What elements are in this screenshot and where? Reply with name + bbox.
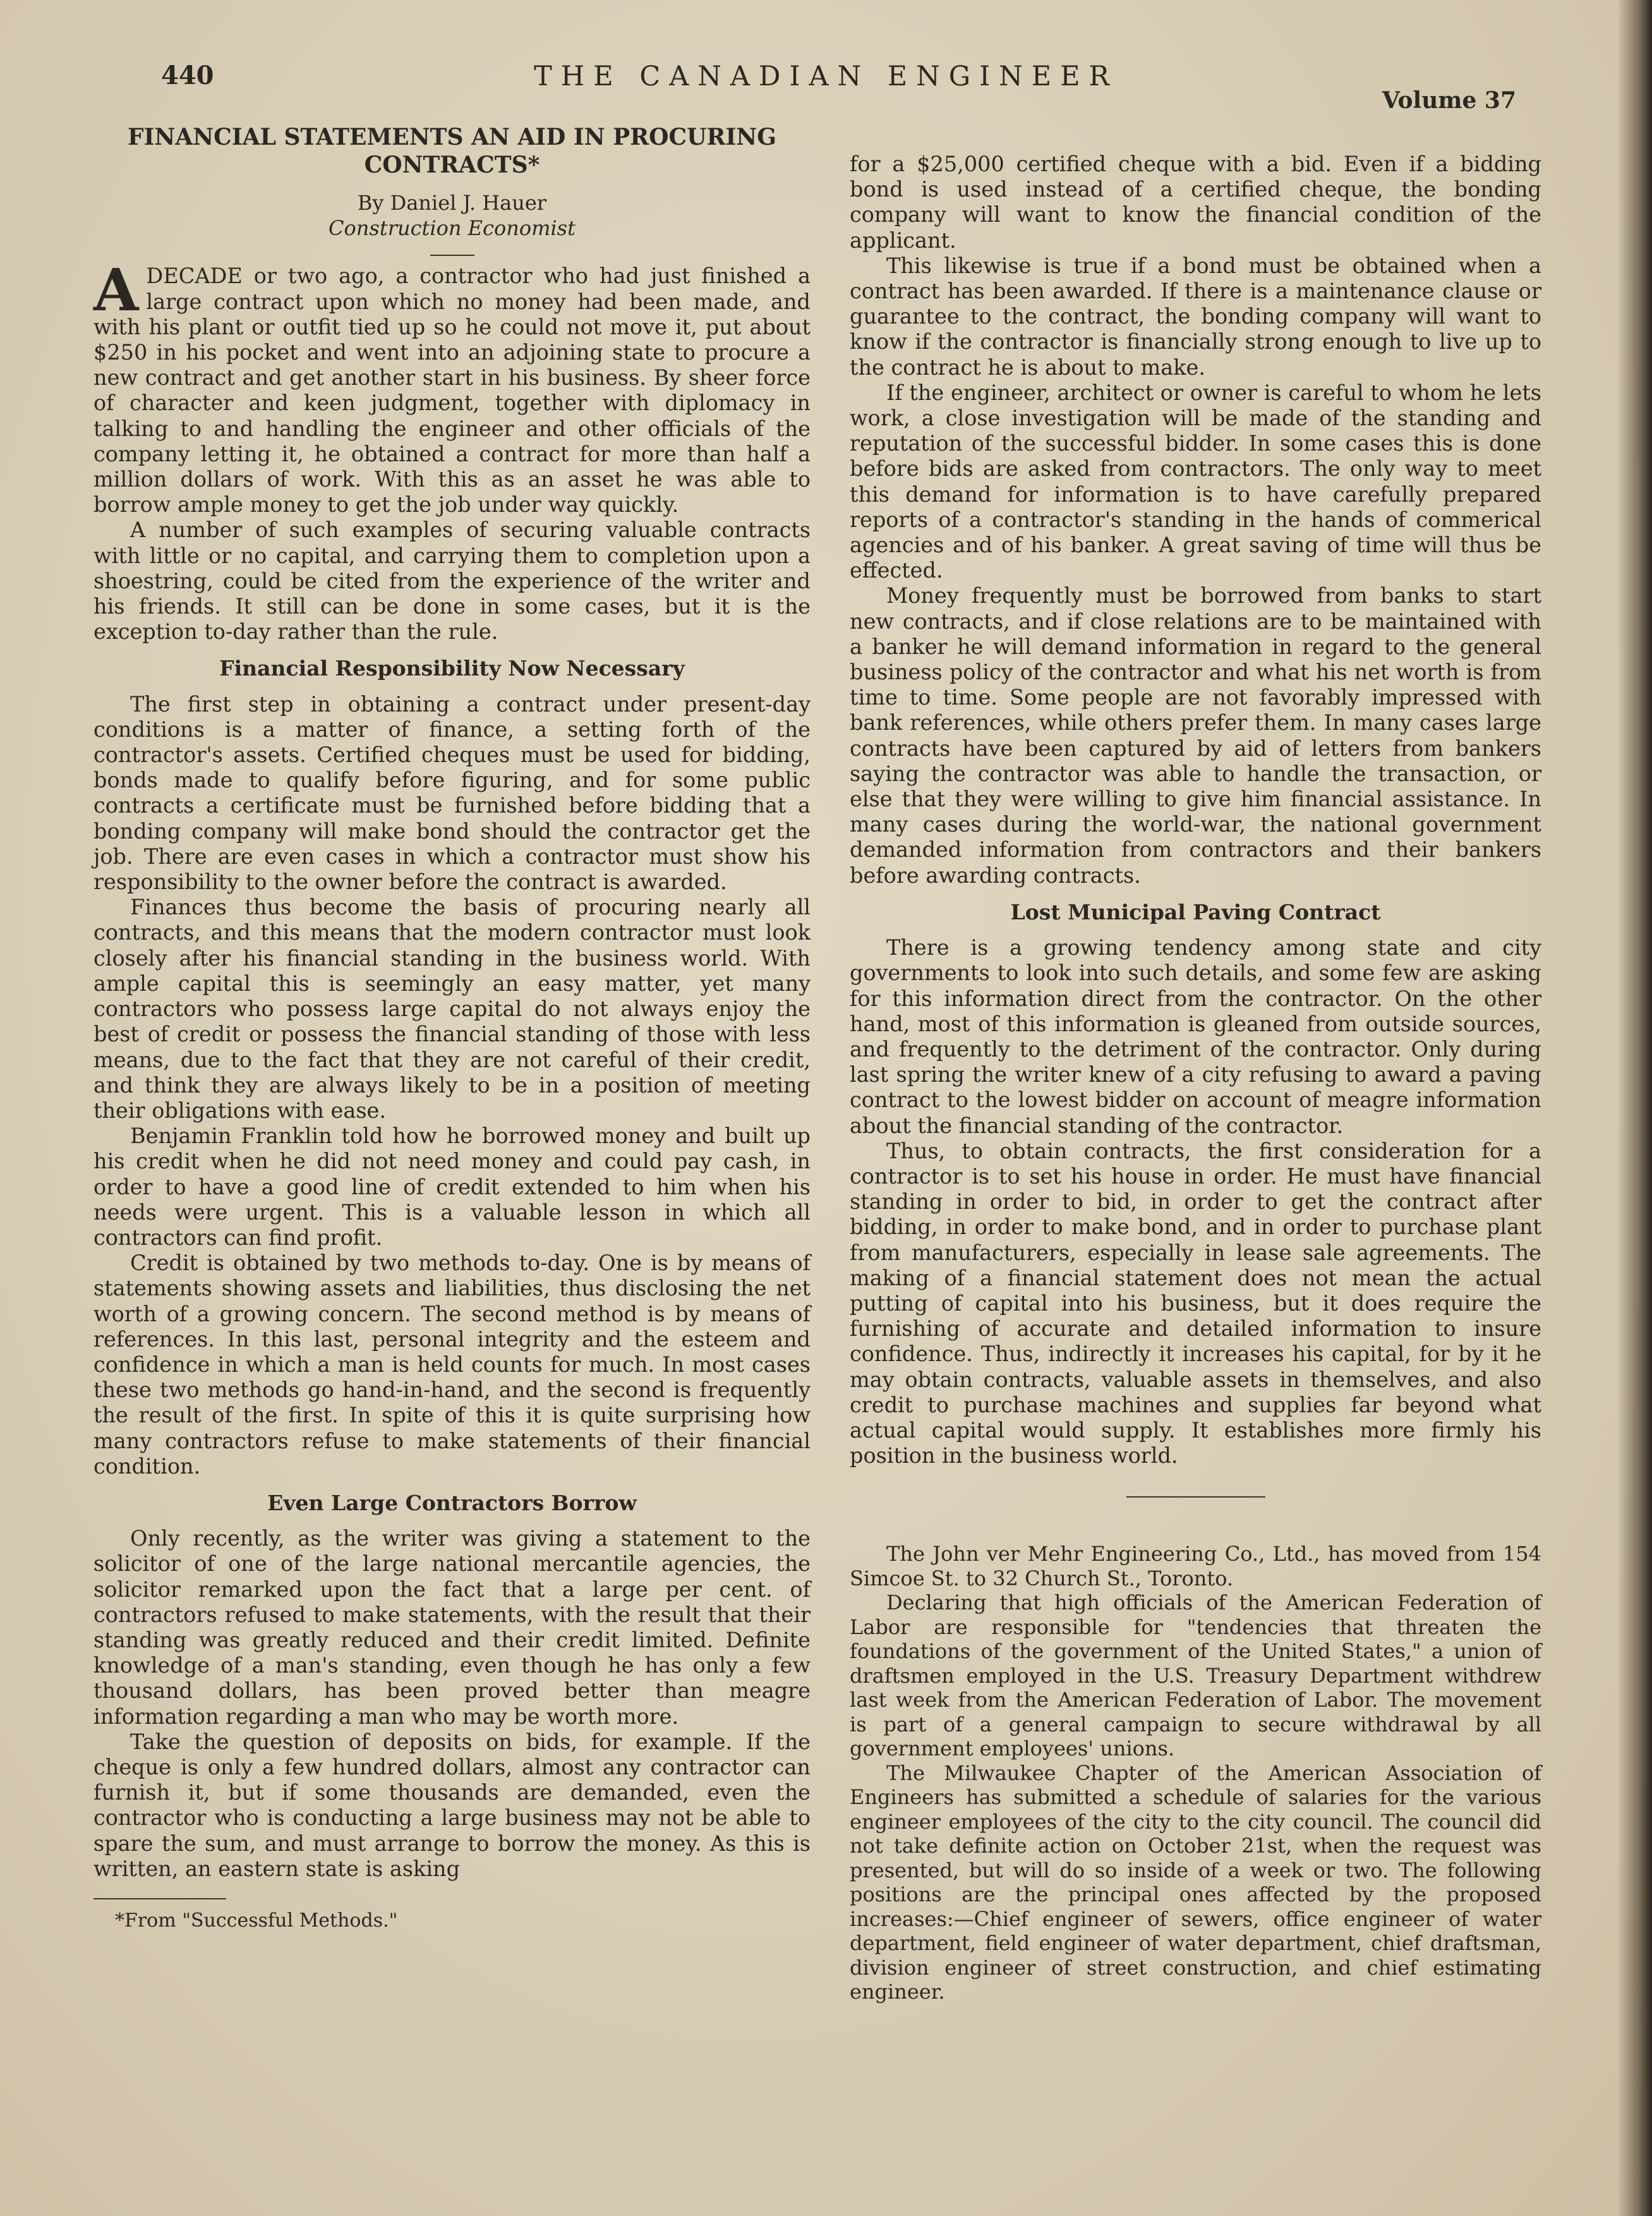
news-items	[850, 1542, 1541, 2004]
footnote: *From "Successful Methods."	[115, 1910, 398, 1932]
paragraph-5: Benjamin Franklin told how he borrowed money and built up his credit when he did not need money and could pay cash, in order to have a good line of credit extended to him when his needs were urgent. This is a valuable lesson in which all contractors can find profit.	[93, 1123, 811, 1250]
article-title: FINANCIAL STATEMENTS AN AID IN PROCURING CONTRACTS*	[128, 124, 776, 178]
paragraph-7: Only recently, as the writer was giving a statement to the solicitor of one of the large national mercantile agencies, the solicitor remarked upon the fact that a large per cent. of contractors refused to make statements, with the result that their standing was greatly reduced and their credit limited. Definite knowledge of a man's standing, even though he has only a few thousand dollars, has been proved better than meagre information regarding a man who may be worth more.	[93, 1526, 811, 1729]
paragraph-1-text: DECADE or two ago, a contractor who had just finished a large contract upon which no money had been made, and with his plant or outfit tied up so he could not move it, put about $250 in his pocket and went into an adjoining state to procure a new contract and get another start in his business. By sheer force of character and keen judgment, together with diplomacy in talking to and handling the engineer and other officials of the company letting it, he obtained a contract for more than half a million dollars of work. With this as an asset he was able to borrow ample money to get the job under way quickly.	[93, 263, 811, 518]
paragraph-3: The first step in obtaining a contract under present-day conditions is a matter of finance, a setting forth of the contractor's assets. Certified cheques must be used for bidding, bonds made to qualify before figuring, and for some public contracts a certificate must be furnished before bidding that a bonding company will make bond should the contractor get the job. There are even cases in which a contractor must show his responsibility to the owner before the contract is awarded.	[93, 691, 811, 895]
section-separator	[1126, 1496, 1265, 1498]
paragraph-r4: Money frequently must be borrowed from banks to start new contracts, and if close relations are to be maintained with a banker he will demand information in regard to the general business policy of the contractor and what his net worth is from time to time. Some people are not favorably impressed with bank references, while others prefer them. In many cases large contracts have been captured by aid of letters from bankers saying the contractor was able to handle the transaction, or else that they were willing to give him financial assistance. In many cases during the world-war, the national government demanded information from contractors and their bankers before awarding contracts.	[850, 583, 1541, 888]
masthead: THE CANADIAN ENGINEER	[534, 61, 1118, 92]
paragraph-r3: If the engineer, architect or owner is careful to whom he lets work, a close investigation will be made of the standing and reputation of the successful bidder. In some cases this is done before bids are asked from contractors. The only way to meet this demand for information is to have carefully prepared reports of a contractor's standing in the hands of commerical agencies and of his banker. A great saving of time will thus be effected.	[850, 380, 1541, 583]
left-column	[93, 123, 811, 1934]
title-rule	[430, 255, 474, 256]
subheading-large-contractors: Even Large Contractors Borrow	[267, 1490, 637, 1515]
author-role: Construction Economist	[329, 216, 576, 241]
paragraph-r1: for a $25,000 certified cheque with a bid. Even if a bidding bond is used instead of a certified cheque, the bonding company will want to know the financial condition of the applicant.	[850, 152, 1541, 253]
paragraph-1	[93, 256, 811, 518]
paragraph-r2: This likewise is true if a bond must be obtained when a contract has been awarded. If there is a maintenance clause or guarantee to the contract, the bonding company will want to know if the contractor is financially strong enough to live up to the contract he is about to make.	[850, 253, 1541, 380]
paragraph-2: A number of such examples of securing valuable contracts with little or no capital, and carrying them to completion upon a shoestring, could be cited from the experience of the writer and his friends. It still can be done in some cases, but it is the exception to-day rather than the rule.	[93, 518, 811, 645]
news-item-1: The John ver Mehr Engineering Co., Ltd., has moved from 154 Simcoe St. to 32 Church St., Toronto.	[850, 1542, 1541, 1590]
page-header	[0, 61, 1652, 118]
news-item-3: The Milwaukee Chapter of the American Association of Engineers has submitted a schedule of salaries for the various engineer employees of the city to the city council. The council did not take definite action on October 21st, when the request was presented, but will do so inside of a week or two. The following positions are the principal ones affected by the proposed increases:—Chief engineer of sewers, office engineer of water department, field engineer of water department, chief draftsman, division engineer of street construction, and chief estimating engineer.	[850, 1760, 1541, 2004]
paragraph-r5: There is a growing tendency among state and city governments to look into such details, and some few are asking for this information direct from the contractor. On the other hand, most of this information is gleaned from outside sources, and frequently to the detriment of the contractor. Only during last spring the writer knew of a city refusing to award a paving contract to the lowest bidder on account of meagre information about the financial standing of the contractor.	[850, 935, 1541, 1138]
paragraph-4: Finances thus become the basis of procuring nearly all contracts, and this means that the modern contractor must look closely after his financial standing in the business world. With ample capital this is seemingly an easy matter, yet many contractors who possess large capital do not always enjoy the best of credit or possess the financial standing of those with less means, due to the fact that they are not careful of their credit, and think they are always likely to be in a position of meeting their obligations with ease.	[93, 895, 811, 1123]
paragraph-r6: Thus, to obtain contracts, the first consideration for a contractor is to set his house in order. He must have financial standing in order to bid, in order to get the contract after bidding, in order to make bond, and in order to purchase plant from manufacturers, especially in lease sale agreements. The making of a financial statement does not mean the actual putting of capital into his business, but it does require the furnishing of accurate and detailed information to insure confidence. Thus, indirectly it increases his capital, for by it he may obtain contracts, valuable assets in themselves, and also credit to purchase machines and supplies far beyond what actual capital would supply. It establishes more firmly his position in the business world.	[850, 1138, 1541, 1468]
drop-cap: A	[93, 256, 139, 325]
news-item-2: Declaring that high officials of the American Federation of Labor are responsible for "tendencies that threaten the foundations of the government of the United States," a union of draftsmen employed in the U.S. Treasury Department withdrew last week from the American Federation of Labor. The movement is part of a general campaign to secure withdrawal by all government employees' unions.	[850, 1590, 1541, 1761]
article-byline: By Daniel J. Hauer	[357, 191, 547, 215]
paragraph-8: Take the question of deposits on bids, for example. If the cheque is only a few hundred dollars, almost any contractor can furnish it, but if some thousands are demanded, even the contractor who is conducting a large business may not be able to spare the sum, and must arrange to borrow the money. As this is written, an eastern state is asking	[93, 1729, 811, 1881]
footnote-rule	[93, 1898, 226, 1899]
page-number: 440	[161, 61, 214, 90]
volume-label: Volume 37	[1382, 87, 1516, 114]
paragraph-6: Credit is obtained by two methods to-day. One is by means of statements showing assets and liabilities, thus disclosing the net worth of a growing concern. The second method is by means of references. In this last, personal integrity and the esteem and confidence in which a man is held counts for much. In most cases these two methods go hand-in-hand, and the second is frequently the result of the first. In spite of this it is quite surprising how many contractors refuse to make statements of their financial condition.	[93, 1250, 811, 1479]
right-column	[850, 152, 1541, 2004]
subheading-financial-responsibility: Financial Responsibility Now Necessary	[219, 656, 685, 681]
subheading-paving-contract: Lost Municipal Paving Contract	[1010, 899, 1381, 924]
